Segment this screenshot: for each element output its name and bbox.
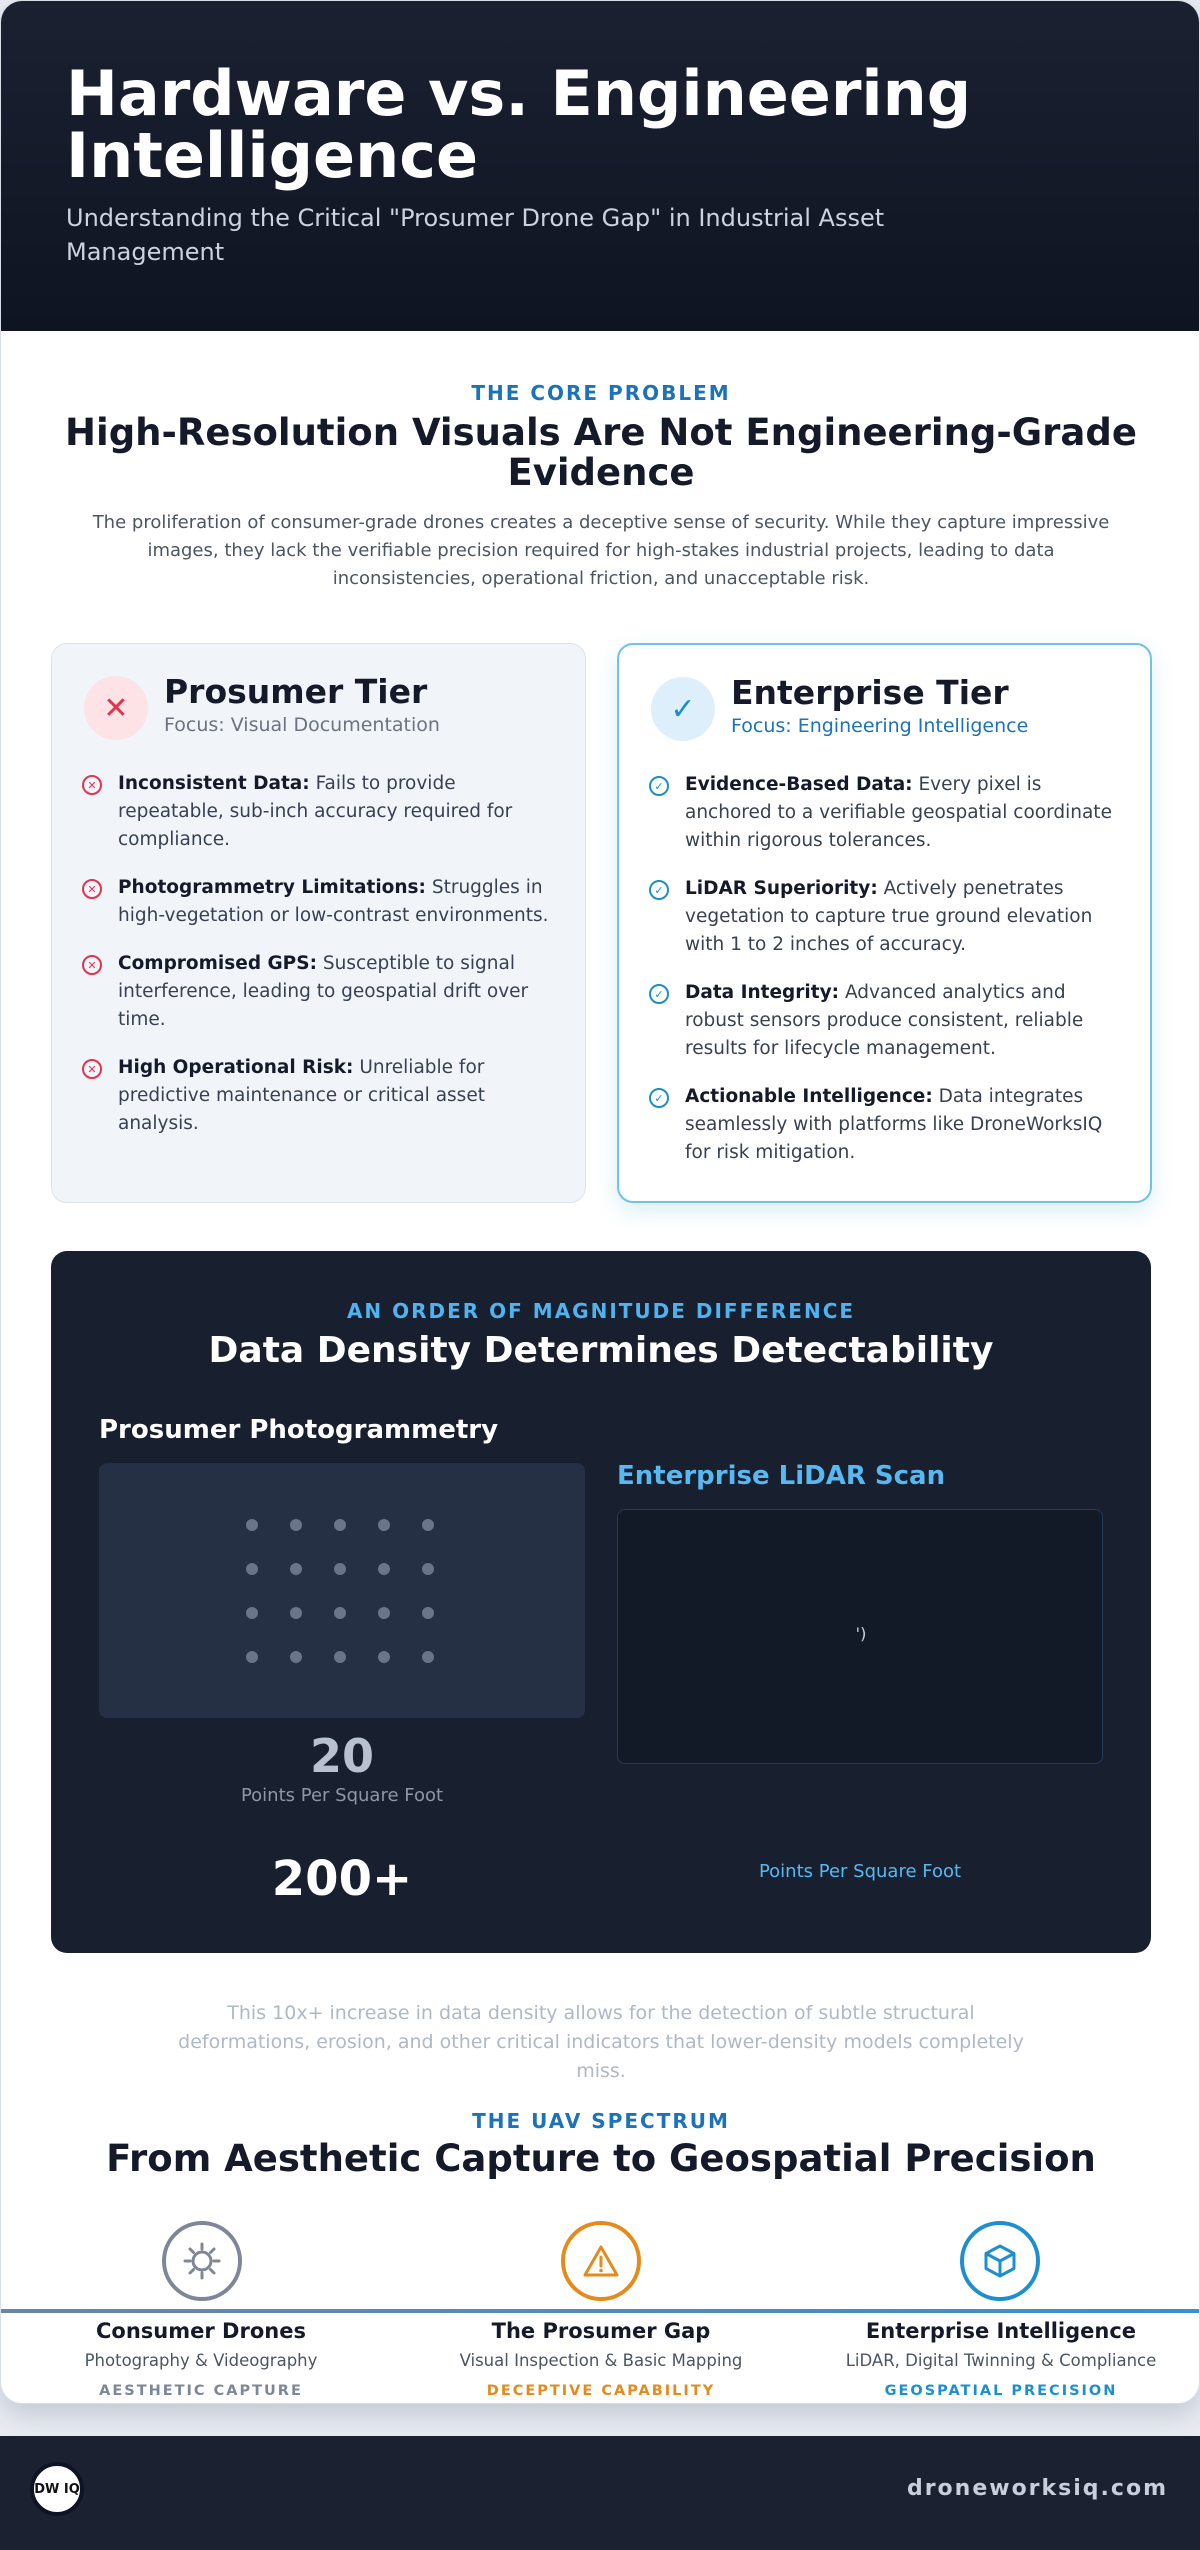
- point-dot: [290, 1519, 302, 1531]
- enterprise-lidar-panel: [617, 1509, 1103, 1764]
- list-item: [82, 770, 562, 854]
- item-text: Every pixel is anchored to a verifiable geospatial coordinate within rigorous tolerances.: [685, 774, 1112, 851]
- point-dot: [246, 1651, 258, 1663]
- core-body: The proliferation of consumer-grade drones creates a deceptive sense of security. While they capture impressive images, they lack the verifiable precision required for high-stakes industrial projects, leading to data inconsistencies, operational friction, and unacceptable risk.: [92, 512, 1110, 589]
- point-dot: [246, 1607, 258, 1619]
- prosumer-tier-list: [82, 770, 562, 1158]
- list-item: [82, 950, 562, 1034]
- item-text: Data integrates seamlessly with platforms like DroneWorksIQ for risk mitigation.: [685, 1086, 1103, 1163]
- x-icon: ✕: [84, 676, 148, 740]
- density-note: This 10x+ increase in data density allows for the detection of subtle structural deformations, erosion, and other critical indicators that lower-density models completely miss.: [178, 2002, 1024, 2082]
- item-text: Fails to provide repeatable, sub-inch accuracy required for compliance.: [118, 773, 513, 850]
- spectrum-item-title: Enterprise Intelligence: [865, 2319, 1137, 2343]
- spectrum-item-sub: Visual Inspection & Basic Mapping: [459, 2351, 743, 2370]
- item-label: Inconsistent Data:: [118, 773, 310, 794]
- enterprise-tier-card: [617, 643, 1152, 1203]
- spectrum-item-tag: GEOSPATIAL PRECISION: [884, 2383, 1118, 2399]
- point-dot: [422, 1563, 434, 1575]
- x-circle-icon: ✕: [82, 775, 102, 795]
- cube-icon: [960, 2221, 1040, 2301]
- spectrum-item-tag: AESTHETIC CAPTURE: [99, 2383, 303, 2399]
- point-dot: [334, 1651, 346, 1663]
- check-icon: ✓: [651, 677, 715, 741]
- item-text: Unreliable for predictive maintenance or critical asset analysis.: [118, 1057, 485, 1134]
- list-item: [82, 1054, 562, 1138]
- enterprise-tier-list: [649, 771, 1129, 1187]
- enterprise-panel-title: Enterprise LiDAR Scan: [617, 1461, 946, 1491]
- density-title: Data Density Determines Detectability: [208, 1330, 994, 1371]
- point-dot: [378, 1519, 390, 1531]
- point-dot: [422, 1607, 434, 1619]
- list-item: [649, 771, 1129, 855]
- spectrum-item-tag: DECEPTIVE CAPABILITY: [486, 2383, 716, 2399]
- prosumer-density-label: Points Per Square Foot: [240, 1785, 444, 1806]
- density-eyebrow: AN ORDER OF MAGNITUDE DIFFERENCE: [346, 1299, 856, 1323]
- point-dot: [334, 1607, 346, 1619]
- spectrum-item-sub: Photography & Videography: [84, 2351, 318, 2370]
- spectrum-line: [1, 2309, 1200, 2313]
- check-circle-icon: ✓: [649, 984, 669, 1004]
- item-text: Susceptible to signal interference, leading to geospatial drift over time.: [118, 953, 529, 1030]
- spectrum-item-sub: LiDAR, Digital Twinning & Compliance: [845, 2351, 1157, 2370]
- point-dot: [290, 1607, 302, 1619]
- prosumer-point-grid: [99, 1463, 585, 1718]
- site-url[interactable]: droneworksiq.com: [906, 2476, 1168, 2501]
- list-item: [649, 979, 1129, 1063]
- item-text: Advanced analytics and robust sensors produce consistent, reliable results for lifecycle management.: [685, 982, 1084, 1059]
- spectrum-eyebrow: THE UAV SPECTRUM: [472, 2109, 730, 2133]
- prosumer-tier-title: Prosumer Tier: [164, 672, 428, 711]
- point-dot: [378, 1563, 390, 1575]
- data-density-section: [51, 1251, 1151, 1953]
- check-circle-icon: ✓: [649, 1088, 669, 1108]
- enterprise-tier-focus: Focus: Engineering Intelligence: [731, 715, 1029, 737]
- footer: [0, 2436, 1200, 2550]
- point-dot: [334, 1563, 346, 1575]
- x-circle-icon: ✕: [82, 879, 102, 899]
- droneworksiq-logo: [30, 2462, 84, 2516]
- prosumer-panel-title: Prosumer Photogrammetry: [99, 1415, 499, 1445]
- point-dot: [246, 1563, 258, 1575]
- item-label: Actionable Intelligence:: [685, 1086, 933, 1107]
- lidar-placeholder: '): [855, 1624, 867, 1643]
- enterprise-density-label: Points Per Square Foot: [758, 1861, 962, 1882]
- item-label: Evidence-Based Data:: [685, 774, 913, 795]
- prosumer-density-value: 20: [309, 1729, 374, 1783]
- warning-icon: [561, 2221, 641, 2301]
- point-dot: [422, 1651, 434, 1663]
- item-label: LiDAR Superiority:: [685, 878, 878, 899]
- sun-icon: [162, 2221, 242, 2301]
- list-item: [649, 1083, 1129, 1167]
- point-dot: [290, 1651, 302, 1663]
- enterprise-density-value: 200+: [271, 1851, 413, 1907]
- logo-text: DW IQ: [34, 2481, 80, 2497]
- page-title: Hardware vs. Engineering Intelligence: [66, 57, 972, 192]
- check-circle-icon: ✓: [649, 776, 669, 796]
- item-text: Struggles in high-vegetation or low-contrast environments.: [118, 877, 549, 926]
- spectrum-item-title: The Prosumer Gap: [491, 2319, 711, 2343]
- check-circle-icon: ✓: [649, 880, 669, 900]
- point-dot: [378, 1651, 390, 1663]
- hero-header: [1, 1, 1200, 331]
- prosumer-tier-focus: Focus: Visual Documentation: [164, 714, 440, 736]
- core-title: High-Resolution Visuals Are Not Engineering-Grade Evidence: [65, 411, 1137, 494]
- x-circle-icon: ✕: [82, 1059, 102, 1079]
- item-label: Data Integrity:: [685, 982, 840, 1003]
- spectrum-title: From Aesthetic Capture to Geospatial Precision: [106, 2137, 1096, 2180]
- core-eyebrow: THE CORE PROBLEM: [471, 381, 731, 405]
- point-dot: [378, 1607, 390, 1619]
- x-circle-icon: ✕: [82, 955, 102, 975]
- point-dot: [334, 1519, 346, 1531]
- enterprise-tier-title: Enterprise Tier: [731, 673, 1009, 712]
- item-label: Compromised GPS:: [118, 953, 317, 974]
- spectrum-item-title: Consumer Drones: [96, 2319, 306, 2343]
- point-dot: [290, 1563, 302, 1575]
- page-subtitle: Understanding the Critical "Prosumer Drone Gap" in Industrial Asset Management: [66, 204, 885, 266]
- list-item: [649, 875, 1129, 959]
- prosumer-tier-card: [51, 643, 586, 1203]
- point-dot: [422, 1519, 434, 1531]
- item-label: High Operational Risk:: [118, 1057, 354, 1078]
- item-text: Actively penetrates vegetation to capture true ground elevation with 1 to 2 inches of accuracy.: [685, 878, 1093, 955]
- point-dot: [246, 1519, 258, 1531]
- item-label: Photogrammetry Limitations:: [118, 877, 426, 898]
- list-item: [82, 874, 562, 930]
